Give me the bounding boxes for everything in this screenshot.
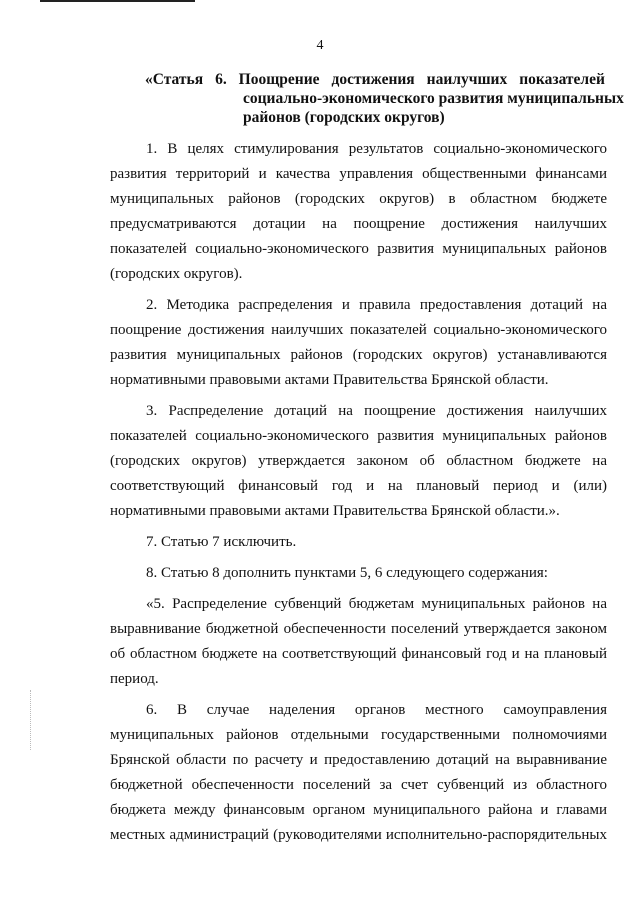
text-line: местных администраций (руководителями исполнительно-распорядительных (110, 827, 607, 843)
heading-word: наилучших (426, 71, 508, 88)
paragraph (110, 399, 607, 524)
text-line: муниципальных районов отдельными государственными полномочиями (110, 727, 607, 743)
text-line: 2. Методика распределения и правила предоставления дотаций на (146, 297, 607, 313)
paragraph (110, 530, 607, 555)
text-line: развития территорий и качества управления общественными финансами (110, 166, 607, 182)
heading-word: показателей (519, 71, 605, 88)
page-number: 4 (316, 38, 324, 53)
article-heading-line-2: социально-экономического развития муниципальных (243, 90, 624, 107)
text-line: 6. В случае наделения органов местного самоуправления (146, 702, 607, 718)
text-line: развития муниципальных районов (городских округов) устанавливаются (110, 347, 607, 363)
text-line: предусматриваются дотации на поощрение достижения наилучших (110, 216, 607, 232)
text-line: показателей социально-экономического развития муниципальных районов (110, 241, 607, 257)
paragraph (110, 592, 607, 692)
text-line: нормативными правовыми актами Правительства Брянской области.». (110, 503, 560, 519)
text-line: показателей социально-экономического развития муниципальных районов (110, 428, 607, 444)
text-line: (городских округов) утверждается законом об областном бюджете на (110, 453, 607, 469)
heading-word: «Статья (145, 71, 204, 88)
text-line: Брянской области по расчету и предоставлению дотаций на выравнивание (110, 752, 607, 768)
paragraph (110, 293, 607, 393)
document-body (110, 137, 607, 854)
text-line: 8. Статью 8 дополнить пунктами 5, 6 следующего содержания: (146, 565, 548, 581)
text-line: муниципальных районов (городских округов) в областном бюджете (110, 191, 607, 207)
text-line: нормативными правовыми актами Правительства Брянской области. (110, 372, 549, 388)
text-line: бюджета между финансовым органом муниципального района и главами (110, 802, 607, 818)
paragraph (110, 137, 607, 287)
article-heading-line-1 (145, 70, 605, 89)
text-line: период. (110, 671, 159, 687)
text-line: поощрение достижения наилучших показателей социально-экономического (110, 322, 607, 338)
text-line: 7. Статью 7 исключить. (146, 534, 297, 550)
top-rule (40, 0, 195, 2)
text-line: «5. Распределение субвенций бюджетам муниципальных районов на (146, 596, 607, 612)
heading-word: Поощрение (238, 71, 320, 88)
text-line: (городских округов). (110, 266, 243, 282)
text-line: об областном бюджете на соответствующий финансовый год и на плановый (110, 646, 607, 662)
article-heading (145, 70, 624, 127)
text-line: 1. В целях стимулирования результатов социально-экономического (146, 141, 607, 157)
scan-margin-marks (30, 690, 34, 750)
text-line: 3. Распределение дотаций на поощрение достижения наилучших (146, 403, 607, 419)
text-line: соответствующий финансовый год и на плановый период и (или) (110, 478, 607, 494)
text-line: выравнивание бюджетной обеспеченности поселений утверждается законом (110, 621, 607, 637)
text-line: бюджетной обеспеченности поселений за счет субвенций из областного (110, 777, 607, 793)
heading-word: достижения (331, 71, 415, 88)
paragraph (110, 698, 607, 848)
paragraph (110, 561, 607, 586)
heading-word: 6. (215, 71, 227, 88)
article-heading-line-3: районов (городских округов) (243, 109, 445, 126)
